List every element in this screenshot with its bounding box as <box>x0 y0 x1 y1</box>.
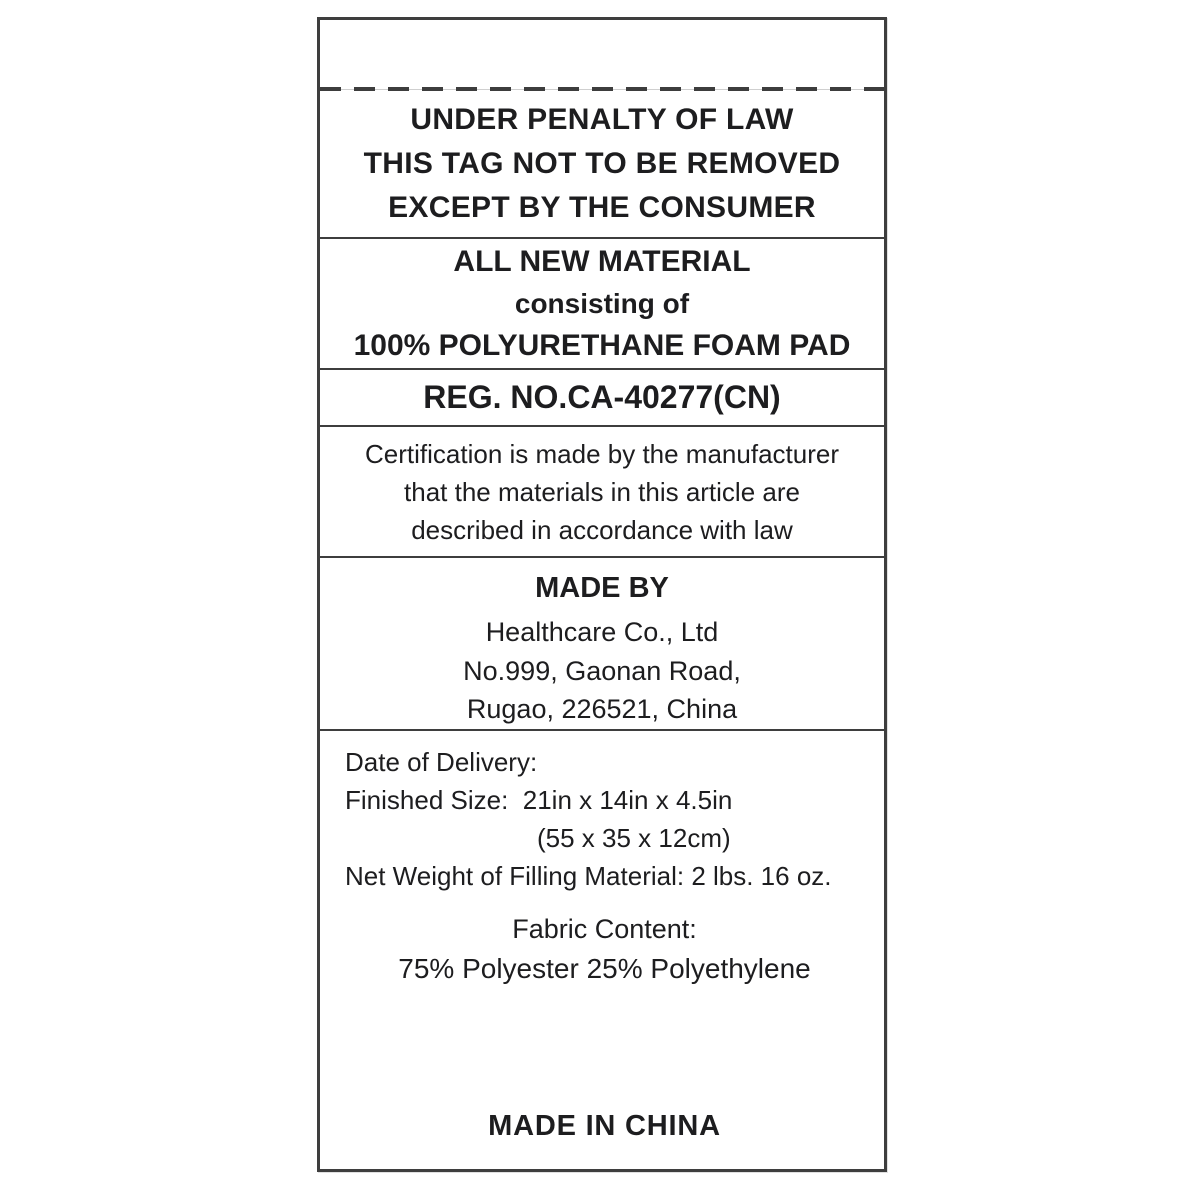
law-label-tag <box>317 17 887 1172</box>
penalty-warning-section <box>320 91 884 239</box>
certification-line: Certification is made by the manufacturer <box>365 438 839 469</box>
warning-line: UNDER PENALTY OF LAW <box>410 103 794 136</box>
net-weight-line: Net Weight of Filling Material: 2 lbs. 16 oz. <box>345 861 832 891</box>
warning-line: THIS TAG NOT TO BE REMOVED <box>363 147 841 180</box>
material-content-section <box>320 239 884 370</box>
fabric-content-block <box>345 909 864 989</box>
certification-line: described in accordance with law <box>411 514 793 545</box>
made-by-heading: MADE BY <box>535 572 669 605</box>
finished-size-metric-line: (55 x 35 x 12cm) <box>537 823 731 853</box>
manufacturer-street: No.999, Gaonan Road, <box>463 655 741 686</box>
manufacturer-address <box>320 613 884 729</box>
certification-section <box>320 427 884 558</box>
made-in-china-label: MADE IN CHINA <box>488 1110 721 1142</box>
made-by-section <box>320 558 884 731</box>
product-details-section <box>320 731 884 1169</box>
material-line: consisting of <box>514 287 690 319</box>
registration-section <box>320 370 884 427</box>
fabric-content-value: 75% Polyester 25% Polyethylene <box>398 953 811 984</box>
material-line: 100% POLYURETHANE FOAM PAD <box>353 328 851 362</box>
date-of-delivery-label: Date of Delivery: <box>345 747 538 777</box>
registration-number: REG. NO.CA-40277(CN) <box>423 379 781 415</box>
manufacturer-city: Rugao, 226521, China <box>466 694 738 725</box>
certification-line: that the materials in this article are <box>404 476 800 507</box>
manufacturer-name: Healthcare Co., Ltd <box>485 617 719 648</box>
tag-blank-header <box>320 20 884 87</box>
finished-size-line: Finished Size: 21in x 14in x 4.5in <box>345 785 733 815</box>
fabric-content-label: Fabric Content: <box>512 914 697 944</box>
warning-line: EXCEPT BY THE CONSUMER <box>388 191 816 224</box>
material-line: ALL NEW MATERIAL <box>453 244 751 278</box>
